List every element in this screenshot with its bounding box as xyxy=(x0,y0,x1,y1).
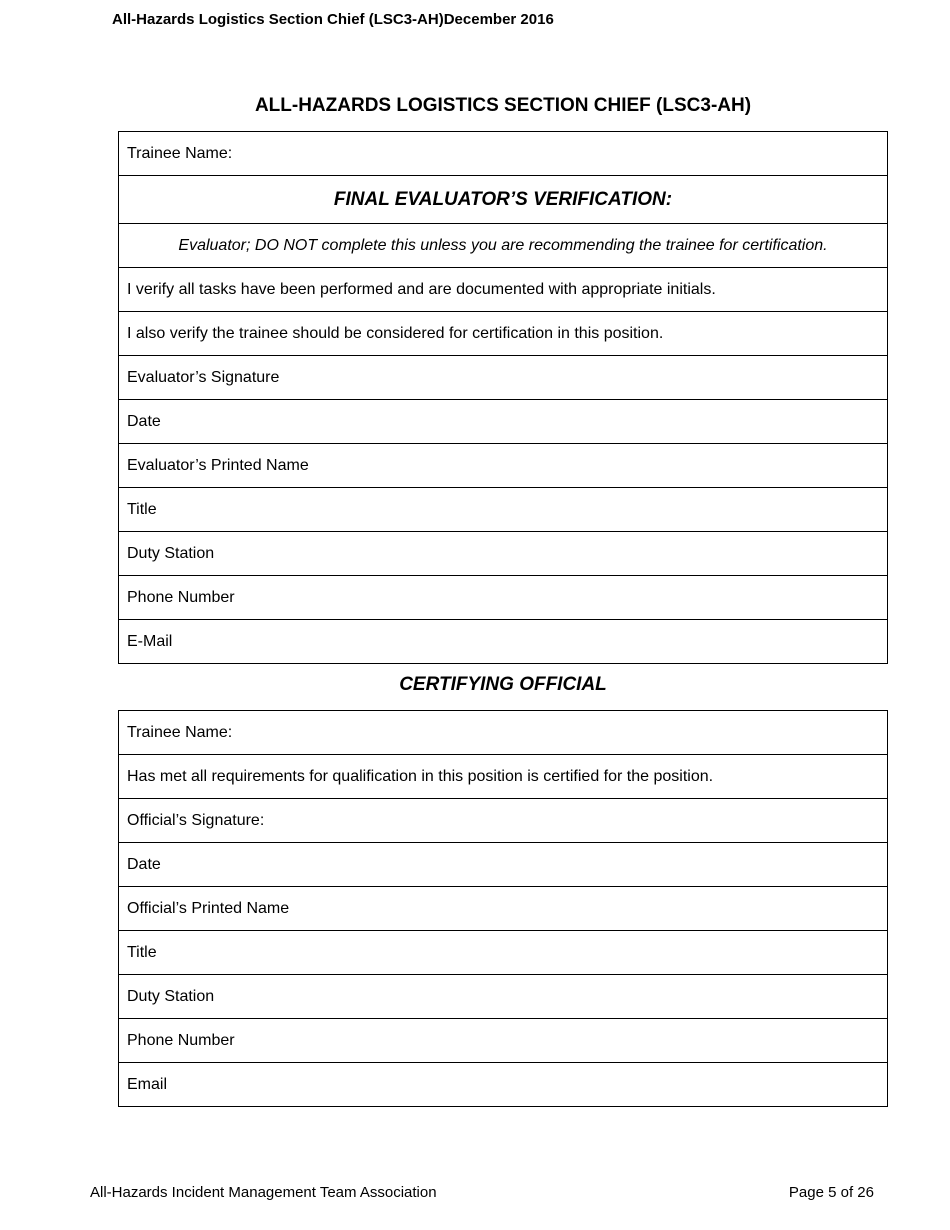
evaluator-instruction: Evaluator; DO NOT complete this unless you are recommending the trainee for certification. xyxy=(119,224,888,268)
table-row xyxy=(119,843,888,887)
official-title-field[interactable]: Title xyxy=(119,931,888,975)
verification-statement-tasks: I verify all tasks have been performed and are documented with appropriate initials. xyxy=(119,268,888,312)
table-row xyxy=(119,576,888,620)
qualification-statement: Has met all requirements for qualification in this position is certified for the position. xyxy=(119,755,888,799)
official-trainee-name-field[interactable]: Trainee Name: xyxy=(119,711,888,755)
table-row xyxy=(119,887,888,931)
certifying-official-table xyxy=(118,710,888,1107)
table-row xyxy=(119,532,888,576)
evaluator-printed-name-field[interactable]: Evaluator’s Printed Name xyxy=(119,444,888,488)
table-row xyxy=(119,931,888,975)
verification-statement-certification: I also verify the trainee should be considered for certification in this position. xyxy=(119,312,888,356)
official-email-field[interactable]: Email xyxy=(119,1063,888,1107)
official-printed-name-field[interactable]: Official’s Printed Name xyxy=(119,887,888,931)
certifying-official-heading: CERTIFYING OFFICIAL xyxy=(399,674,607,695)
table-row xyxy=(119,356,888,400)
table-row xyxy=(119,312,888,356)
document-title: ALL-HAZARDS LOGISTICS SECTION CHIEF (LSC3-AH) xyxy=(254,95,752,116)
table-row xyxy=(119,176,888,224)
official-phone-field[interactable]: Phone Number xyxy=(119,1019,888,1063)
evaluator-date-field[interactable]: Date xyxy=(119,400,888,444)
table-row xyxy=(119,268,888,312)
evaluator-title-field[interactable]: Title xyxy=(119,488,888,532)
evaluator-verification-table xyxy=(118,131,888,664)
table-row xyxy=(119,1019,888,1063)
table-row xyxy=(119,1063,888,1107)
table-row xyxy=(119,400,888,444)
table-row xyxy=(119,975,888,1019)
official-signature-field[interactable]: Official’s Signature: xyxy=(119,799,888,843)
trainee-name-field[interactable]: Trainee Name: xyxy=(119,132,888,176)
running-header: All-Hazards Logistics Section Chief (LSC3-AH)December 2016 xyxy=(112,11,554,28)
evaluator-email-field[interactable]: E-Mail xyxy=(119,620,888,664)
evaluator-duty-station-field[interactable]: Duty Station xyxy=(119,532,888,576)
table-row xyxy=(119,132,888,176)
official-date-field[interactable]: Date xyxy=(119,843,888,887)
evaluator-verification-heading: FINAL EVALUATOR’S VERIFICATION: xyxy=(119,176,888,224)
footer-organization: All-Hazards Incident Management Team Association xyxy=(90,1184,437,1201)
table-row xyxy=(119,444,888,488)
table-row xyxy=(119,620,888,664)
table-row xyxy=(119,711,888,755)
evaluator-phone-field[interactable]: Phone Number xyxy=(119,576,888,620)
table-row xyxy=(119,755,888,799)
table-row xyxy=(119,488,888,532)
table-row xyxy=(119,224,888,268)
evaluator-signature-field[interactable]: Evaluator’s Signature xyxy=(119,356,888,400)
page-number: Page 5 of 26 xyxy=(788,1184,874,1201)
table-row xyxy=(119,799,888,843)
official-duty-station-field[interactable]: Duty Station xyxy=(119,975,888,1019)
